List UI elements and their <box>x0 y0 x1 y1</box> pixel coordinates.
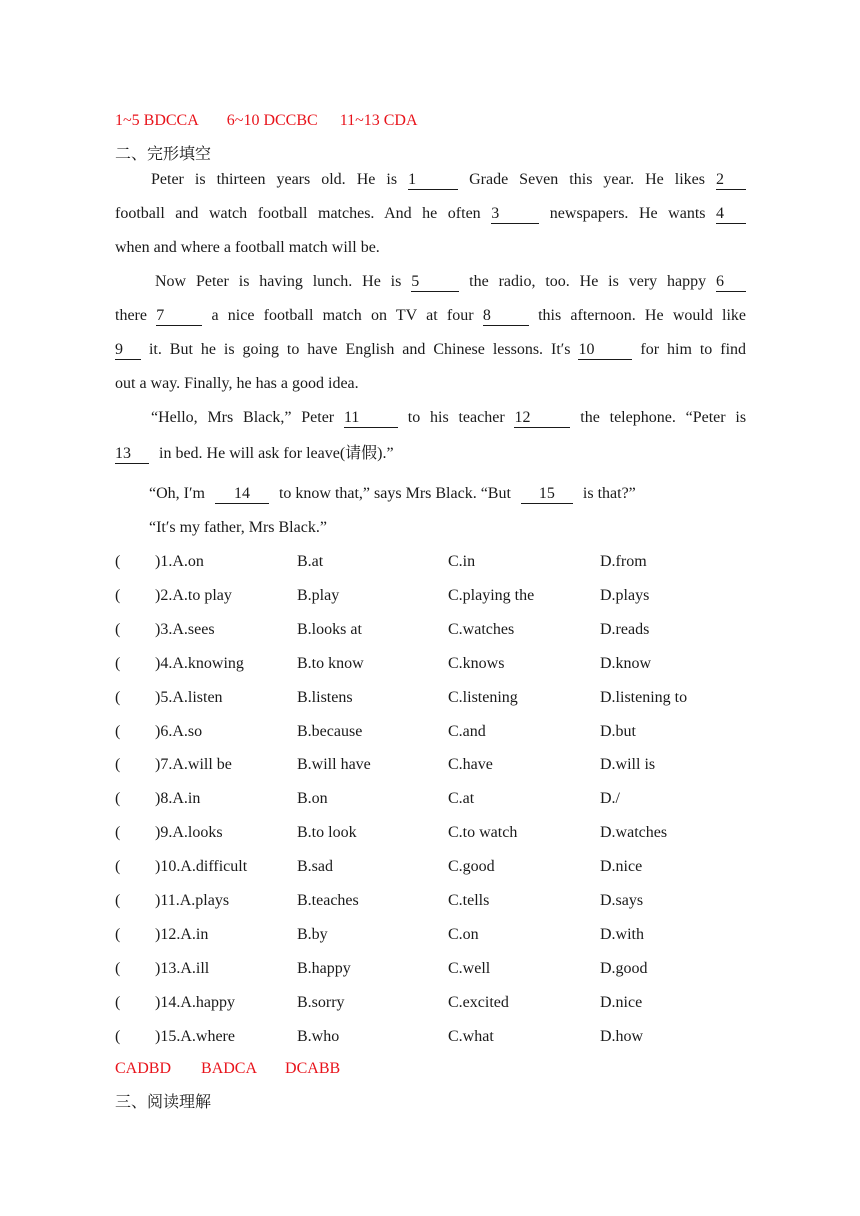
passage-line: there 7 a nice football match on TV at four 8 this afternoon. He would like <box>115 307 747 324</box>
option-b: B.sad <box>297 858 333 876</box>
answer-paren: ( <box>115 824 121 842</box>
answer-group: 6~10 DCCBC <box>226 112 318 129</box>
answer-paren: ( <box>115 688 121 706</box>
answer-group: CADBD <box>115 1060 172 1077</box>
option-a: )2.A.to play <box>155 586 232 604</box>
answer-paren: ( <box>115 959 121 977</box>
option-a: )1.A.on <box>155 553 204 570</box>
blank-4: 4 <box>716 205 746 224</box>
answer-paren: ( <box>115 756 121 774</box>
option-d: D.from <box>600 553 647 570</box>
answer-group: 1~5 BDCCA <box>115 112 199 129</box>
question-row <box>115 748 755 782</box>
passage-line: “Oh, I′m 14 to know that,” says Mrs Black. “But 15 is that?” <box>149 485 636 502</box>
option-b: B.who <box>297 1027 340 1045</box>
question-row <box>115 816 755 850</box>
answer-paren: ( <box>115 620 121 638</box>
option-a: )10.A.difficult <box>155 858 248 876</box>
question-row <box>115 986 755 1020</box>
question-row <box>115 884 755 918</box>
passage-line: Peter is thirteen years old. He is 1 Grade Seven this year. He likes 2 <box>115 163 746 197</box>
answer-paren: ( <box>115 654 121 672</box>
option-c: C.and <box>448 722 486 740</box>
blank-3: 3 <box>491 205 539 224</box>
option-d: D.nice <box>600 993 643 1011</box>
question-row <box>115 1020 755 1054</box>
cloze-passage <box>115 163 746 473</box>
blank-14: 14 <box>215 485 269 504</box>
option-a: )12.A.in <box>155 925 209 943</box>
section2-title: 二、完形填空 <box>115 146 212 163</box>
blank-12: 12 <box>514 409 570 428</box>
option-d: D.good <box>600 959 648 977</box>
option-a: )14.A.happy <box>155 993 235 1011</box>
option-a: )3.A.sees <box>155 620 215 638</box>
answer-paren: ( <box>115 553 121 570</box>
option-c: C.tells <box>448 892 490 909</box>
option-b: B.play <box>297 586 340 604</box>
option-c: C.playing the <box>448 586 535 604</box>
option-a: )15.A.where <box>155 1027 235 1045</box>
passage-line: 13 in bed. He will ask for leave(请假).” <box>115 445 394 462</box>
question-row <box>115 715 755 749</box>
option-d: D.will is <box>600 756 656 774</box>
option-c: C.to watch <box>448 824 518 842</box>
question-row <box>115 579 755 613</box>
question-row <box>115 613 755 647</box>
blank-5: 5 <box>411 273 459 292</box>
blank-10: 10 <box>578 341 632 360</box>
option-c: C.knows <box>448 654 505 672</box>
option-a: )8.A.in <box>155 790 201 808</box>
question-row <box>115 647 755 681</box>
option-a: )4.A.knowing <box>155 654 244 672</box>
blank-13: 13 <box>115 445 149 464</box>
answer-paren: ( <box>115 892 121 909</box>
option-d: D.but <box>600 722 636 740</box>
option-b: B.teaches <box>297 892 359 909</box>
option-a: )11.A.plays <box>155 892 230 909</box>
option-d: D.with <box>600 925 644 943</box>
blank-1: 1 <box>408 171 458 190</box>
option-b: B.on <box>297 790 328 808</box>
option-b: B.by <box>297 925 328 943</box>
answer-paren: ( <box>115 925 121 943</box>
question-row <box>115 850 755 884</box>
answer-group: 11~13 CDA <box>339 112 418 129</box>
blank-9: 9 <box>115 341 141 360</box>
option-c: C.on <box>448 925 479 943</box>
blank-7: 7 <box>156 307 202 326</box>
option-b: B.sorry <box>297 993 345 1011</box>
option-a: )7.A.will be <box>155 756 232 774</box>
passage-line: out a way. Finally, he has a good idea. <box>115 375 359 392</box>
passage-line: 9 it. But he is going to have English and Chinese lessons. It′s 10 for him to find <box>115 341 747 358</box>
answer-paren: ( <box>115 790 121 808</box>
option-d: D.how <box>600 1027 644 1045</box>
option-c: C.good <box>448 858 495 876</box>
option-d: D.says <box>600 892 644 909</box>
option-c: C.have <box>448 756 493 774</box>
answer-paren: ( <box>115 1027 121 1045</box>
blank-15: 15 <box>521 485 573 504</box>
option-b: B.because <box>297 722 363 740</box>
answer-group: BADCA <box>201 1060 258 1077</box>
answer-paren: ( <box>115 722 121 740</box>
option-c: C.listening <box>448 688 518 706</box>
passage-line: “It′s my father, Mrs Black.” <box>149 519 327 536</box>
option-b: B.to know <box>297 654 364 672</box>
blank-11: 11 <box>344 409 398 428</box>
passage-line: “Hello, Mrs Black,” Peter 11 to his teacher 12 the telephone. “Peter is <box>151 409 747 426</box>
option-b: B.at <box>297 553 324 570</box>
option-d: D./ <box>600 790 620 808</box>
option-c: C.in <box>448 553 476 570</box>
answer-key-section2 <box>115 1060 340 1078</box>
option-c: C.at <box>448 790 475 808</box>
option-d: D.reads <box>600 620 650 638</box>
option-b: B.to look <box>297 824 357 842</box>
answer-paren: ( <box>115 993 121 1011</box>
blank-6: 6 <box>716 273 746 292</box>
passage-line: football and watch football matches. And he often 3 newspapers. He wants 4 <box>115 197 746 231</box>
answer-paren: ( <box>115 586 121 604</box>
option-d: D.listening to <box>600 688 688 706</box>
option-a: )5.A.listen <box>155 688 223 706</box>
option-c: C.well <box>448 959 491 977</box>
question-row <box>115 545 755 579</box>
option-a: )6.A.so <box>155 722 203 740</box>
option-c: C.excited <box>448 993 509 1011</box>
option-c: C.what <box>448 1027 494 1045</box>
answer-key-section1 <box>115 112 418 130</box>
option-b: B.happy <box>297 959 351 977</box>
option-d: D.plays <box>600 586 650 604</box>
answer-group: DCABB <box>285 1060 341 1077</box>
section3-title: 三、阅读理解 <box>115 1094 212 1111</box>
option-a: )13.A.ill <box>155 959 210 977</box>
option-d: D.watches <box>600 824 668 842</box>
option-b: B.looks at <box>297 620 362 638</box>
option-a: )9.A.looks <box>155 824 223 842</box>
option-d: D.nice <box>600 858 643 876</box>
question-row <box>115 918 755 952</box>
option-d: D.know <box>600 654 652 672</box>
option-c: C.watches <box>448 620 515 638</box>
passage-line: Now Peter is having lunch. He is 5 the radio, too. He is very happy 6 <box>115 265 746 299</box>
question-row <box>115 952 755 986</box>
passage-line: when and where a football match will be. <box>115 239 380 256</box>
blank-8: 8 <box>483 307 529 326</box>
question-row <box>115 681 755 715</box>
blank-2: 2 <box>716 171 746 190</box>
option-b: B.listens <box>297 688 353 706</box>
answer-paren: ( <box>115 858 121 876</box>
option-b: B.will have <box>297 756 371 774</box>
question-row <box>115 782 755 816</box>
